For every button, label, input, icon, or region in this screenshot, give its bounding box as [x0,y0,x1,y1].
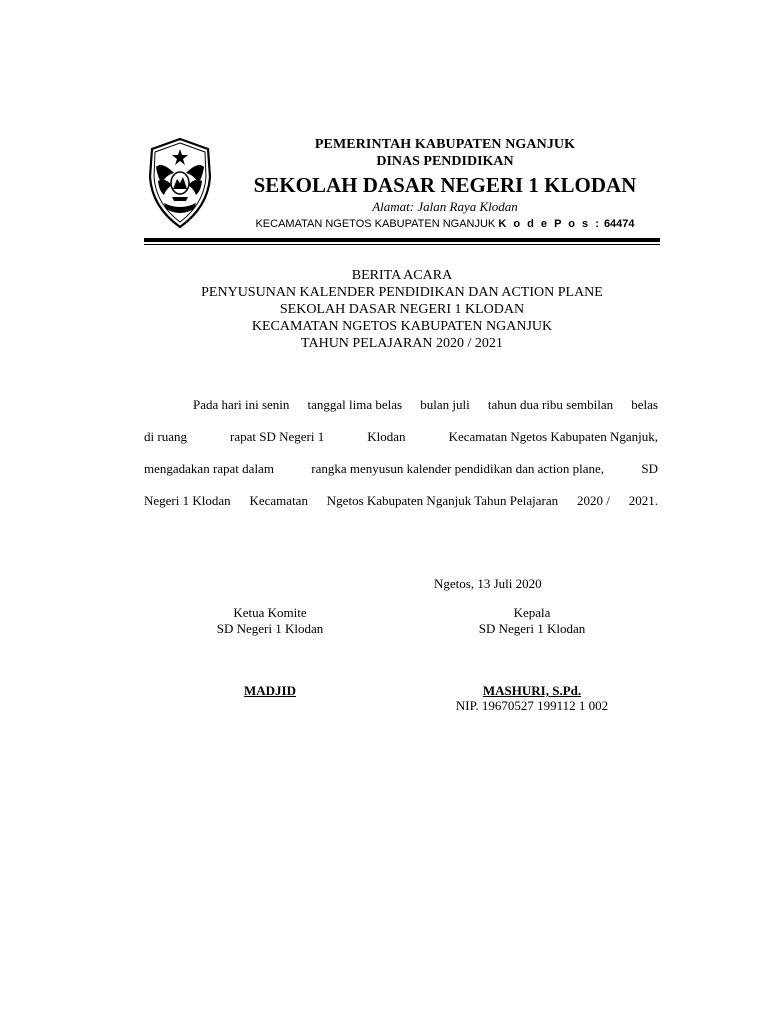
postal-label: K o d e P o s : [498,218,601,230]
document-title [144,267,660,352]
principal-name: MASHURI, S.Pd. [482,683,582,698]
body-line-1: Pada hari ini senin tanggal lima belas bulan juli tahun dua ribu sembilan belas [193,397,658,412]
title-line-3: SEKOLAH DASAR NEGERI 1 KLODAN [279,302,525,317]
department-name: DINAS PENDIDIKAN [376,154,514,169]
school-address: Alamat: Jalan Raya Klodan [372,199,518,214]
title-line-2: PENYUSUNAN KALENDER PENDIDIKAN DAN ACTION PLANE [201,285,603,300]
district-line [230,217,660,232]
committee-org: SD Negeri 1 Klodan [216,621,324,636]
principal-org: SD Negeri 1 Klodan [478,621,586,636]
place-date: Ngetos, 13 Juli 2020 [434,576,542,591]
district-name: KECAMATAN NGETOS KABUPATEN NGANJUK [255,218,496,230]
signature-committee [170,605,370,637]
principal-role: Kepala [513,605,551,620]
committee-role: Ketua Komite [233,605,307,620]
letterhead-divider-thin [144,244,660,245]
body-line-3: mengadakan rapat dalam rangka menyusun kalender pendidikan dan action plane, SD [144,461,658,476]
letterhead [230,136,660,232]
school-name: SEKOLAH DASAR NEGERI 1 KLODAN [253,173,637,197]
letterhead-divider-thick [144,238,660,242]
regency-crest-icon [146,137,214,229]
title-line-1: BERITA ACARA [351,268,453,283]
body-line-2: di ruang rapat SD Negeri 1 Klodan Kecamatan Ngetos Kabupaten Nganjuk, [144,429,658,444]
government-name: PEMERINTAH KABUPATEN NGANJUK [314,137,576,152]
postal-code: 64474 [603,218,635,230]
body-paragraph [144,389,658,517]
principal-nip: NIP. 19670527 199112 1 002 [455,698,609,713]
title-line-5: TAHUN PELAJARAN 2020 / 2021 [301,336,503,351]
body-line-4: Negeri 1 Klodan Kecamatan Ngetos Kabupaten Nganjuk Tahun Pelajaran 2020 / 2021. [144,493,658,508]
committee-name: MADJID [244,683,296,698]
title-line-4: KECAMATAN NGETOS KABUPATEN NGANJUK [251,319,553,334]
signature-principal [432,605,632,637]
